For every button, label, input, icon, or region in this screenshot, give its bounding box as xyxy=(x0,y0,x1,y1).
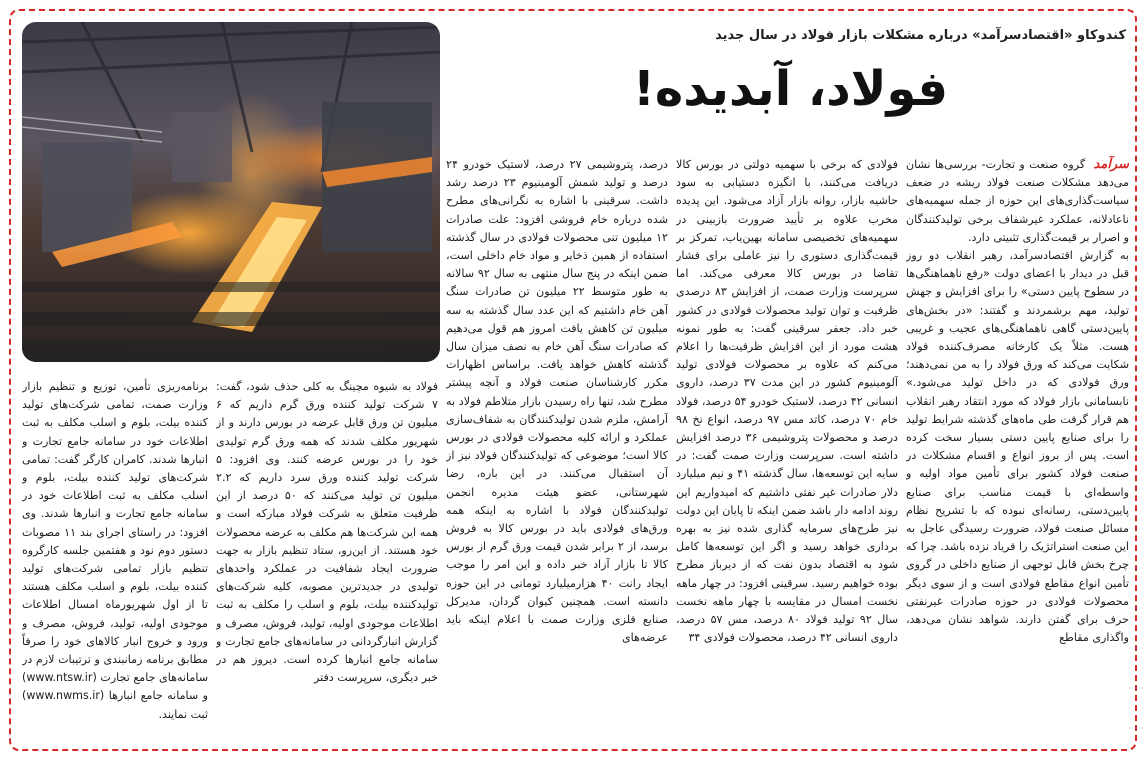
column-3-body: درصد، پتروشیمی ۲۷ درصد، لاستیک خودرو ۲۴ درصد و تولید شمش آلومینیوم ۲۳ درصد رشد داشت. سرقینی با اشاره به نگرانی‌های مطرح شده درباره خام فروشی افزود: علت صادرات ۱۲ میلیون تنی محصولات فولادی در سال گذشته استفاده از همین ذخایر و مواد خام داخلی است، ضمن اینکه در پنج سال منتهی به سال ۹۲ سالانه به طور متوسط ۲۲ میلیون تن صادرات سنگ آهن خام داشتیم که این عدد سال گذشته به سه میلیون تن کاهش یافت امروز هم قول می‌دهیم که صادرات سنگ آهن خام به نصف میزان سال گذشته کاهش خواهد یافت. براساس اظهارات مکرر کارشناسان صنعت فولاد و آنچه پیشتر مطرح شد، تنها راه رسیدن بازار متلاطم فولاد به آرامش، ملزم شدن تولیدکنندگان به شفاف‌سازی عملکرد و ارائه کلیه محصولات فولادی در بورس کالا است؛ موضوعی که تولیدکنندگان فولاد نیز از آن استقبال می‌کنند. در این باره، رضا شهرستانی، عضو هیئت مدیره انجمن تولیدکنندگان فولاد با اشاره به اینکه همه ورق‌های فولادی باید در بورس کالا به فروش برسد، از ۲ برابر شدن قیمت ورق گرم از بورس کالا تا بازار آزاد خبر داده و این امر را موجب ایجاد رانت ۴۰ هزارمیلیارد تومانی در این حوزه دانسته است. همچنین کیوان گردان، مدیرکل صنایع فلزی وزارت صمت با اعلام اینکه باید عرضه‌های xyxy=(446,158,668,645)
column-5-mid: و سامانه جامع انبارها xyxy=(108,689,208,703)
column-2-body: فولادی که برخی با سهمیه دولتی در بورس کالا دریافت می‌کنند، با انگیزه دستیابی به سود حاشیه بازار، روانه بازار آزاد می‌شود. این پدیده مخرب علاوه بر تأیید ضرورت بازبینی در سهمیه‌های تخصیصی سامانه بهین‌یاب، تمرکز بر قیمت‌گذاری دستوری را نیز عاملی برای فشار تقاضا در بورس کالا معرفی می‌کند. اما سرپرست وزارت صمت، از افزایش ۸۳ درصدی ظرفیت و توان تولید محصولات فولادی در کشور خبر داد. جعفر سرقینی گفت: به طور نمونه هشت مورد از این افزایش ظرفیت‌ها را اعلام می‌کنم که علاوه بر محصولات فولادی تولید آلومینیوم کشور در این مدت ۳۷ درصد، داروی انسانی ۴۲ درصد، لاستیک خودرو ۵۴ درصد، فولاد خام ۷۰ درصد، کاتد مس ۹۷ درصد، انواع نخ ۹۸ درصد و محصولات پتروشیمی ۳۶ درصد افزایش داشته است. سرپرست وزارت صمت گفت: در سایه این توسعه‌ها، سال گذشته ۴۱ و نیم میلیارد دلار صادرات غیر نفتی داشتیم که امیدواریم این روند ادامه دار باشد ضمن اینکه تا پایان این دولت نیز طرح‌های سرمایه گذاری شده نیز به بهره برداری خواهد رسید و اگر این توسعه‌ها کامل شود به اقتصاد بدون نفت که از دیرباز مطرح بوده خواهیم رسید. سرقینی افزود: در چهار ماهه نخست امسال در مقایسه با چهار ماهه نخست سال ۹۲ تولید فولاد ۸۰ درصد، مس ۵۷ درصد، داروی انسانی ۴۲ درصد، محصولات فولادی ۳۴ xyxy=(676,158,898,645)
article-kicker: کندوکاو «اقتصادسرآمد» درباره مشکلات بازار فولاد در سال جدید xyxy=(715,28,1126,43)
article-lead: گروه صنعت و تجارت- بررسی‌ها نشان می‌دهد مشکلات صنعت فولاد ریشه در ضعف سیاست‌گذاری‌های این حوزه از جمله سهمیه‌های ناعادلانه، عملکرد غیرشفاف برخی تولیدکنندگان و اصرار بر قیمت‌گذاری تثبیتی دارد. xyxy=(906,158,1129,244)
article-column-4 xyxy=(216,378,438,744)
article-photo xyxy=(22,22,440,362)
article-column-2 xyxy=(676,156,898,744)
nwms-link[interactable]: (www.nwms.ir) xyxy=(22,689,105,703)
column-5-body: برنامه‌ریزی تأمین، توزیع و تنظیم بازار وزارت صمت، تمامی شرکت‌های تولید کننده بیلت، بلوم و اسلب مکلف به ثبت اطلاعات خود در سامانه جامع تجارت و انبارها شدند. کامران کارگر گفت: تمامی شرکت‌های تولید کننده بیلت، بلوم و اسلب مکلف به ثبت اطلاعات خود در سامانه جامع تجارت و انبارها شدند. وی افزود: در راستای اجرای بند ۱۱ مصوبات دستور دوم نود و هفتمین جلسه کارگروه تنظیم بازار تمامی شرکت‌های تولید کننده بیلت، بلوم و اسلب مکلف هستند تا از اول شهریورماه امسال اطلاعات موجودی اولیه، تولید، فروش، مصرف و ورود و خروج انبار کالاهای خود را صرفاً مطابق برنامه زمانبندی و ترتیبات لازم در سامانه‌های جامع تجارت xyxy=(22,380,208,685)
column-1-body: به گزارش اقتصادسرآمد، رهبر انقلاب دو روز قبل در دیدار با اعضای دولت «رفع ناهماهنگی‌ها در سطوح پایین دستی» را برای افزایش و جهش تولید، مهم برشمردند و گفتند: «در بخش‌های پایین‌دستی گاهی ناهماهنگی‌های عجیب و غریبی هست. مثلاً یک کارخانه مصرف‌کننده فولاد شکایت می‌کند که ورق فولاد را به من نمی‌دهند؛ ورق فولادی که در داخل تولید می‌شود.» نابسامانی بازار فولاد که مورد انتقاد رهبر انقلاب هم قرار گرفت طی ماه‌های گذشته شرایط تولید را برای صنایع پایین دستی بسیار سخت کرده است. پس از بروز انواع و اقسام مشکلات در صنعت فولاد کشور برای تأمین مواد اولیه و واسطه‌ای با قیمت مناسب برای صنایع پایین‌دستی، رسانه‌ای نبوده که با تشریح نظام مسائل صنعت فولاد، ضرورت رسیدگی عاجل به این صنعت استراتژیک را فریاد نزده باشد. چرا که چرخ بخش قابل توجهی از صنایع داخلی در گروی تأمین انواع مقاطع فولادی است و از سوی دیگر محصولات فولادی در حوزه صادرات غیرنفتی حرف برای گفتن دارند. شواهد نشان می‌دهد، واگذاری مقاطع xyxy=(906,249,1129,645)
steel-mill-image-icon xyxy=(22,22,440,362)
article-column-1 xyxy=(906,156,1129,744)
article-column-5 xyxy=(22,378,208,744)
column-5-end: ثبت نمایند. xyxy=(158,707,208,721)
ntsw-link[interactable]: (www.ntsw.ir) xyxy=(22,671,97,685)
article-column-3 xyxy=(446,156,668,744)
column-4-body: فولاد به شیوه مچینگ به کلی حذف شود، گفت: ۷ شرکت تولید کننده ورق گرم داریم که ۶ میلیون تن ورق قابل عرضه در بورس دارند و از شهریور مکلف شدند که همه ورق گرم تولیدی خود را در بورس عرضه کنند. وی افزود: ۵ شرکت تولید کننده ورق سرد داریم که ۲.۲ میلیون تن تولید می‌کنند که ۵۰ درصد از این ظرفیت متعلق به شرکت فولاد مبارکه است و همه این شرکت‌ها هم مکلف به عرضه محصولات خود هستند. از این‌رو، ستاد تنظیم بازار به جهت ضرورت ایجاد شفافیت در عملکرد واحدهای تولیدی در جدیدترین مصوبه، کلیه شرکت‌های تولیدکننده بیلت، بلوم و اسلب را مکلف به ثبت اطلاعات موجودی اولیه، تولید، فروش، مصرف و گزارش انبارگردانی در سامانه‌های جامع تجارت و سامانه جامع انبارها کرده است. دیروز هم در خبر دیگری، سرپرست دفتر xyxy=(216,380,438,685)
source-tag: سرآمد xyxy=(1093,157,1129,172)
article-headline: فولاد، آبدیده! xyxy=(632,61,948,117)
